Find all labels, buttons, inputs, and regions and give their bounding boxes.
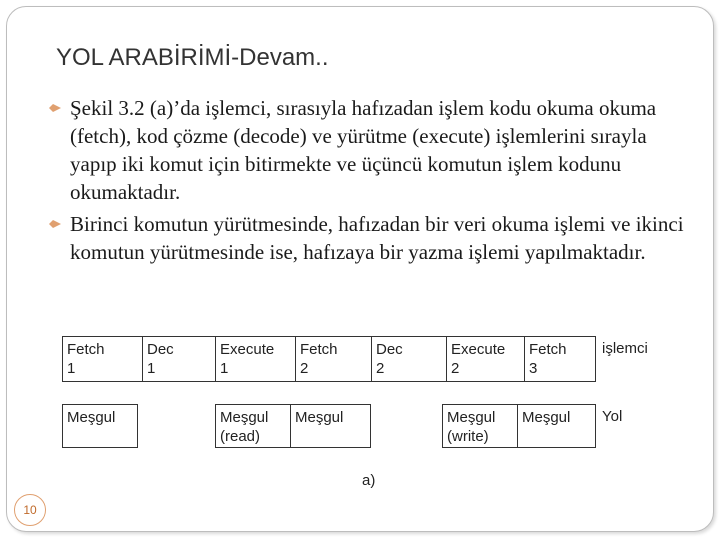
diamond-arrow-bullet-icon	[48, 102, 62, 114]
bullet-item	[44, 210, 694, 266]
bus-cell	[215, 404, 291, 448]
cell-name: Fetch	[67, 341, 105, 358]
cell-number: 1	[220, 360, 229, 377]
processor-row-label: işlemci	[602, 340, 648, 357]
bullet-list	[44, 94, 694, 270]
bullet-item	[44, 94, 694, 206]
cell-number: 2	[300, 360, 309, 377]
cell-name: Execute	[451, 341, 506, 358]
processor-cell	[446, 336, 524, 382]
page-number: 10	[14, 494, 46, 526]
bus-cell	[442, 404, 518, 448]
cell-number: 1	[67, 360, 76, 377]
diamond-arrow-bullet-icon	[48, 218, 62, 230]
processor-cell	[215, 336, 295, 382]
processor-cell	[524, 336, 596, 382]
cell-name: Execute	[220, 341, 275, 358]
cell-number: 2	[451, 360, 460, 377]
bullet-text: Birinci komutun yürütmesinde, hafızadan bir veri okuma işlemi ve ikinci komutun yürütmesinde ise, hafızaya bir yazma işlemi yapılmaktadır.	[70, 212, 684, 264]
cell-number: 3	[529, 360, 538, 377]
processor-cell	[62, 336, 142, 382]
processor-cell	[371, 336, 446, 382]
cell-name: Meşgul	[522, 409, 571, 426]
bus-row-label: Yol	[602, 408, 623, 425]
cell-number: 1	[147, 360, 156, 377]
cell-name: Meşgul	[295, 409, 344, 426]
processor-cell	[142, 336, 215, 382]
bus-cell	[518, 404, 596, 448]
bus-cell	[62, 404, 138, 448]
cell-name: Meşgul	[447, 409, 496, 426]
slide-title: YOL ARABİRİMİ-Devam..	[56, 44, 329, 71]
cell-name: Fetch	[300, 341, 338, 358]
cell-name: Dec	[376, 341, 403, 358]
processor-cell	[295, 336, 371, 382]
cell-name: Meşgul	[67, 409, 116, 426]
cell-detail: (read)	[220, 428, 261, 445]
figure-caption: a)	[362, 472, 376, 489]
bus-cell	[291, 404, 371, 448]
cell-number: 2	[376, 360, 385, 377]
cell-name: Meşgul	[220, 409, 269, 426]
cell-name: Dec	[147, 341, 174, 358]
cell-detail: (write)	[447, 428, 489, 445]
bullet-text: Şekil 3.2 (a)’da işlemci, sırasıyla hafızadan işlem kodu okuma okuma (fetch), kod çözme (decode) ve yürütme (execute) işlemlerini sırayla yapıp iki komut için bitirmekte ve üçüncü komutun işlem kodunu okumaktadır.	[70, 96, 657, 204]
cell-name: Fetch	[529, 341, 567, 358]
